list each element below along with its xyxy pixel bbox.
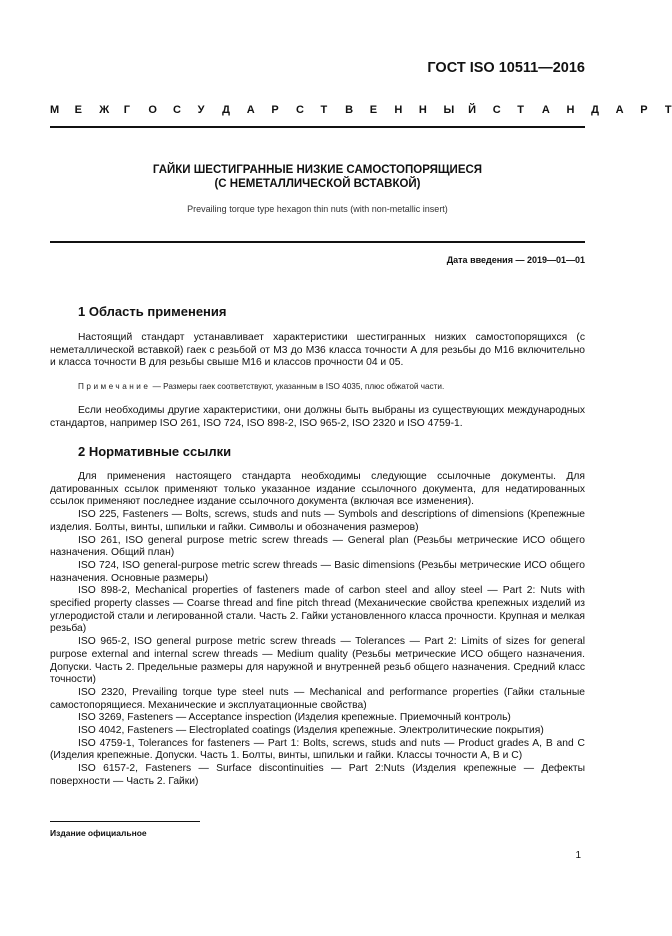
reference-item: ISO 225, Fasteners — Bolts, screws, studs and nuts — Symbols and descriptions of dimensions (Крепежные изделия. Болты, винты, шпильки и гайки. Символы и обозначения размеров) <box>50 509 585 533</box>
heading-letter: Д <box>591 104 599 116</box>
heading-letter: А <box>541 104 550 116</box>
standard-type-heading <box>50 104 672 116</box>
heading-letter: Е <box>74 104 82 116</box>
reference-item: ISO 261, ISO general purpose metric screw threads — General plan (Резьбы метрические ИСО общего назначения. Общий план) <box>50 534 585 559</box>
heading-letter: С <box>492 104 501 116</box>
heading-letter: С <box>172 104 181 116</box>
heading-letter: Ы <box>443 104 455 116</box>
reference-item: ISO 4042, Fasteners — Electroplated coatings (Изделия крепежные. Электролитические покрытия) <box>78 725 544 737</box>
heading-letter: А <box>246 104 255 116</box>
heading-letter: А <box>615 104 624 116</box>
heading-letter: Г <box>123 104 131 116</box>
section-1-paragraph-2: Если необходимы другие характеристики, они должны быть выбраны из существующих международных стандартов, например ISO 261, ISO 724, ISO 898-2, ISO 965-2, ISO 2320 и ISO 4759-1. <box>50 405 585 429</box>
page-number: 1 <box>575 850 581 861</box>
reference-item: ISO 2320, Prevailing torque type steel nuts — Mechanical and performance properties (Гайки стальные самостопорящиеся. Механические и эксплуатационные свойства) <box>50 686 585 711</box>
note-text: — Размеры гаек соответствуют, указанным в ISO 4035, плюс обжатой части. <box>150 382 445 391</box>
heading-letter: О <box>148 104 157 116</box>
heading-letter: Т <box>664 104 672 116</box>
heading-letter: Й <box>468 104 476 116</box>
reference-item: ISO 3269, Fasteners — Acceptance inspection (Изделия крепежные. Приемочный контроль) <box>78 712 511 724</box>
document-title <box>50 163 585 191</box>
section-2-heading: 2 Нормативные ссылки <box>78 444 232 459</box>
heading-letter: Д <box>222 104 230 116</box>
top-divider <box>50 126 585 128</box>
normative-references <box>50 471 585 789</box>
document-code: ГОСТ ISO 10511—2016 <box>427 60 585 76</box>
heading-letter: В <box>345 104 354 116</box>
title-divider <box>50 241 585 243</box>
heading-letter: Т <box>320 104 328 116</box>
reference-paragraph: Для применения настоящего стандарта необходимы следующие ссылочные документы. Для датированных ссылок применяют только указанное издание ссылочного документа, для недатированных ссылок применяют последнее издание ссылочного документа (включая все изменения). <box>50 471 585 508</box>
heading-word-interstate <box>50 104 493 116</box>
heading-letter: С <box>295 104 304 116</box>
heading-letter: Е <box>369 104 378 116</box>
section-1-note <box>78 382 585 391</box>
heading-letter: Р <box>640 104 648 116</box>
english-title: Prevailing torque type hexagon thin nuts (with non-metallic insert) <box>187 204 448 214</box>
reference-item: ISO 4759-1, Tolerances for fasteners — Part 1: Bolts, screws, studs and nuts — Product grades A, B and C (Изделия крепежные. Допуски. Часть 1. Болты, винты, шпильки и гайки. Классы точности А, В и С) <box>50 737 585 762</box>
title-line-2: (С НЕМЕТАЛЛИЧЕСКОЙ ВСТАВКОЙ) <box>214 178 421 190</box>
heading-letter: Н <box>566 104 575 116</box>
reference-item: ISO 724, ISO general-purpose metric screw threads — Basic dimensions (Резьбы метрические ИСО общего назначения. Основные размеры) <box>50 559 585 584</box>
heading-letter: Ж <box>99 104 110 116</box>
footer-divider <box>50 821 200 822</box>
reference-item: ISO 6157-2, Fasteners — Surface discontinuities — Part 2:Nuts (Изделия крепежные — Дефекты поверхности — Часть 2. Гайки) <box>50 763 585 787</box>
heading-word-standard <box>493 104 672 116</box>
heading-letter: У <box>197 104 205 116</box>
heading-letter: Т <box>517 104 525 116</box>
heading-letter: Н <box>394 104 403 116</box>
note-label: Примечание <box>78 382 151 391</box>
title-line-1: ГАЙКИ ШЕСТИГРАННЫЕ НИЗКИЕ САМОСТОПОРЯЩИЕСЯ <box>152 164 483 176</box>
section-1-heading: 1 Область применения <box>78 304 227 319</box>
section-1-paragraph-1: Настоящий стандарт устанавливает характеристики шестигранных низких самостопорящихся (с неметаллической вставкой) гаек с резьбой от М3 до М36 класса точности А для резьбы до М16 включительно и класса точности В для резьбы свыше М16 и классов прочности 04 и 05. <box>50 332 585 369</box>
heading-letter: Р <box>271 104 279 116</box>
introduction-date: Дата введения — 2019—01—01 <box>446 255 585 265</box>
heading-letter: Н <box>418 104 427 116</box>
official-edition-label: Издание официальное <box>50 828 147 838</box>
reference-item: ISO 898-2, Mechanical properties of fasteners made of carbon steel and alloy steel — Part 2: Nuts with specified property classes — Coarse thread and fine pitch thread (Механические свойства крепежных изделий из углеродистой стали и легированной стали. Часть 2. Гайки установленного класса прочности. Крупная и мелкая резьба) <box>50 585 585 635</box>
heading-letter: М <box>50 104 60 116</box>
reference-item: ISO 965-2, ISO general purpose metric screw threads — Tolerances — Part 2: Limits of sizes for general purpose external and internal screw threads — Medium quality (Резьбы метрические ИСО общего назначения. Допуски. Часть 2. Предельные размеры для наружной и внутренней резьб общего назначения. Средний класс точности) <box>50 636 585 686</box>
